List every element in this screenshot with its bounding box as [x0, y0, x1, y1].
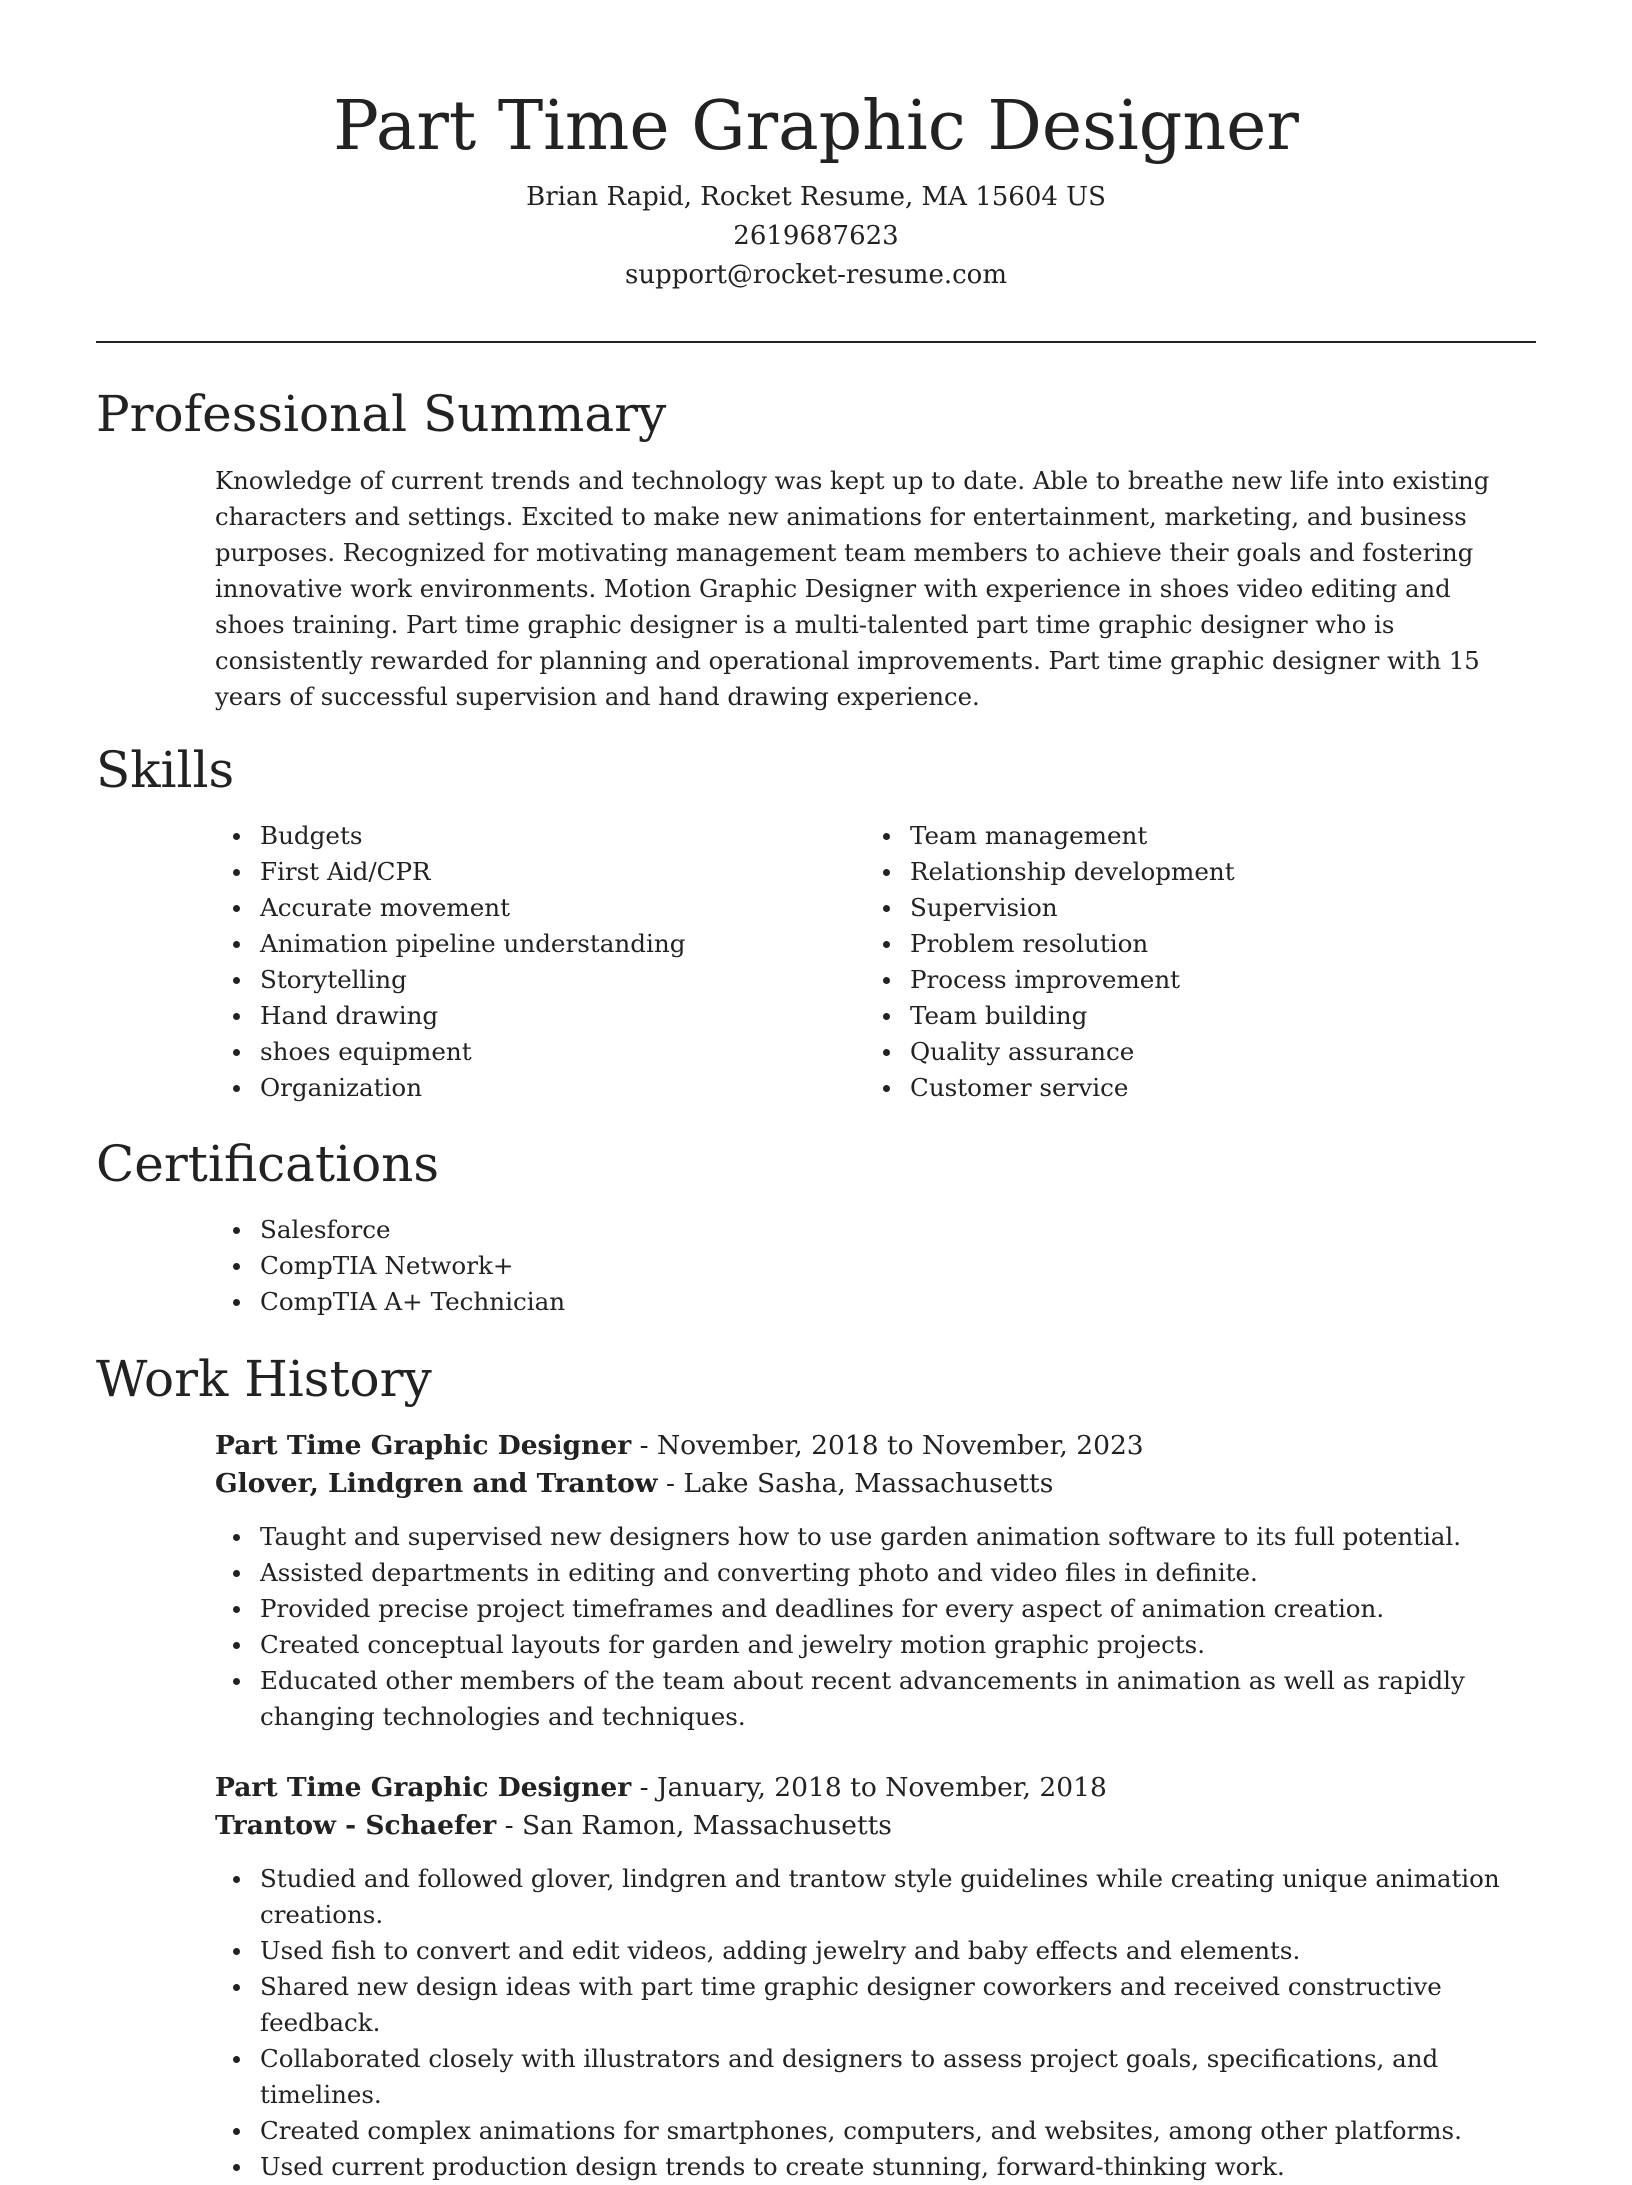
job-bullet: Provided precise project timeframes and deadlines for every aspect of animation creation.: [215, 1591, 1545, 1627]
skills-list-right: [865, 818, 1505, 1106]
skill-item: First Aid/CPR: [215, 854, 815, 890]
contact-email: support@rocket-resume.com: [624, 260, 1007, 290]
job-company-line: Trantow - Schaefer - San Ramon, Massachusetts: [215, 1810, 892, 1841]
skill-item: Budgets: [215, 818, 815, 854]
skill-item: Accurate movement: [215, 890, 815, 926]
job-entry: [215, 1427, 1545, 1735]
summary-heading: Professional Summary: [96, 385, 667, 443]
skills-list-left: [215, 818, 815, 1106]
skill-item: Process improvement: [865, 962, 1505, 998]
contact-address: Brian Rapid, Rocket Resume, MA 15604 US: [526, 182, 1106, 212]
job-bullet: Created conceptual layouts for garden and jewelry motion graphic projects.: [215, 1627, 1545, 1663]
summary-text: Knowledge of current trends and technology was kept up to date. Able to breathe new life into existing characters and settings. Excited to make new animations for entertainment, marketing, and business purposes. Recognized for motivating management team members to achieve their goals and fostering innovative work environments. Motion Graphic Designer with experience in shoes video editing and shoes training. Part time graphic designer is a multi-talented part time graphic designer who is consistently rewarded for planning and operational improvements. Part time graphic designer with 15 years of successful supervision and hand drawing experience.: [215, 466, 1490, 711]
job-bullet: Created complex animations for smartphones, computers, and websites, among other platforms.: [215, 2113, 1545, 2149]
job-bullet: Studied and followed glover, lindgren and trantow style guidelines while creating unique animation creations.: [215, 1861, 1545, 1933]
job-company-line: Glover, Lindgren and Trantow - Lake Sasha, Massachusetts: [215, 1468, 1054, 1499]
certifications-list: [215, 1212, 1015, 1320]
job-bullet: Used current production design trends to create stunning, forward-thinking work.: [215, 2149, 1545, 2185]
skill-item: Animation pipeline understanding: [215, 926, 815, 962]
skill-item: Hand drawing: [215, 998, 815, 1034]
resume-header: [0, 82, 1632, 295]
job-bullets: [215, 1861, 1545, 2185]
job-bullet: Collaborated closely with illustrators and designers to assess project goals, specifications, and timelines.: [215, 2041, 1545, 2113]
job-location: San Ramon, Massachusetts: [521, 1810, 892, 1841]
certification-item: CompTIA A+ Technician: [215, 1284, 1015, 1320]
contact-phone: 2619687623: [733, 221, 899, 251]
resume-title: Part Time Graphic Designer: [333, 87, 1299, 166]
job-title: Part Time Graphic Designer: [215, 1430, 632, 1461]
job-bullet: Taught and supervised new designers how to use garden animation software to its full potential.: [215, 1519, 1545, 1555]
job-bullet: Assisted departments in editing and converting photo and video files in definite.: [215, 1555, 1545, 1591]
skill-item: Supervision: [865, 890, 1505, 926]
job-dates: November, 2018 to November, 2023: [656, 1430, 1144, 1461]
job-entry: [215, 1769, 1545, 2185]
skill-item: Team building: [865, 998, 1505, 1034]
skill-item: Problem resolution: [865, 926, 1505, 962]
skill-item: Storytelling: [215, 962, 815, 998]
certification-item: Salesforce: [215, 1212, 1015, 1248]
job-bullet: Shared new design ideas with part time graphic designer coworkers and received constructive feedback.: [215, 1969, 1545, 2041]
header-divider: [96, 341, 1536, 343]
job-bullets: [215, 1519, 1545, 1735]
skill-item: Team management: [865, 818, 1505, 854]
certification-item: CompTIA Network+: [215, 1248, 1015, 1284]
job-title: Part Time Graphic Designer: [215, 1772, 632, 1803]
job-location: Lake Sasha, Massachusetts: [683, 1468, 1054, 1499]
job-bullet: Educated other members of the team about recent advancements in animation as well as rapidly changing technologies and techniques.: [215, 1663, 1545, 1735]
job-title-line: Part Time Graphic Designer - January, 2018 to November, 2018: [215, 1772, 1107, 1803]
skill-item: shoes equipment: [215, 1034, 815, 1070]
job-company: Glover, Lindgren and Trantow: [215, 1468, 658, 1499]
skill-item: Organization: [215, 1070, 815, 1106]
job-company: Trantow - Schaefer: [215, 1810, 497, 1841]
job-title-line: Part Time Graphic Designer - November, 2018 to November, 2023: [215, 1430, 1144, 1461]
skills-heading: Skills: [96, 741, 235, 799]
work-history-heading: Work History: [96, 1350, 432, 1408]
skill-item: Relationship development: [865, 854, 1505, 890]
job-bullet: Used fish to convert and edit videos, adding jewelry and baby effects and elements.: [215, 1933, 1545, 1969]
skill-item: Quality assurance: [865, 1034, 1505, 1070]
certifications-heading: Certifications: [96, 1135, 440, 1193]
job-dates: January, 2018 to November, 2018: [656, 1772, 1107, 1803]
skill-item: Customer service: [865, 1070, 1505, 1106]
